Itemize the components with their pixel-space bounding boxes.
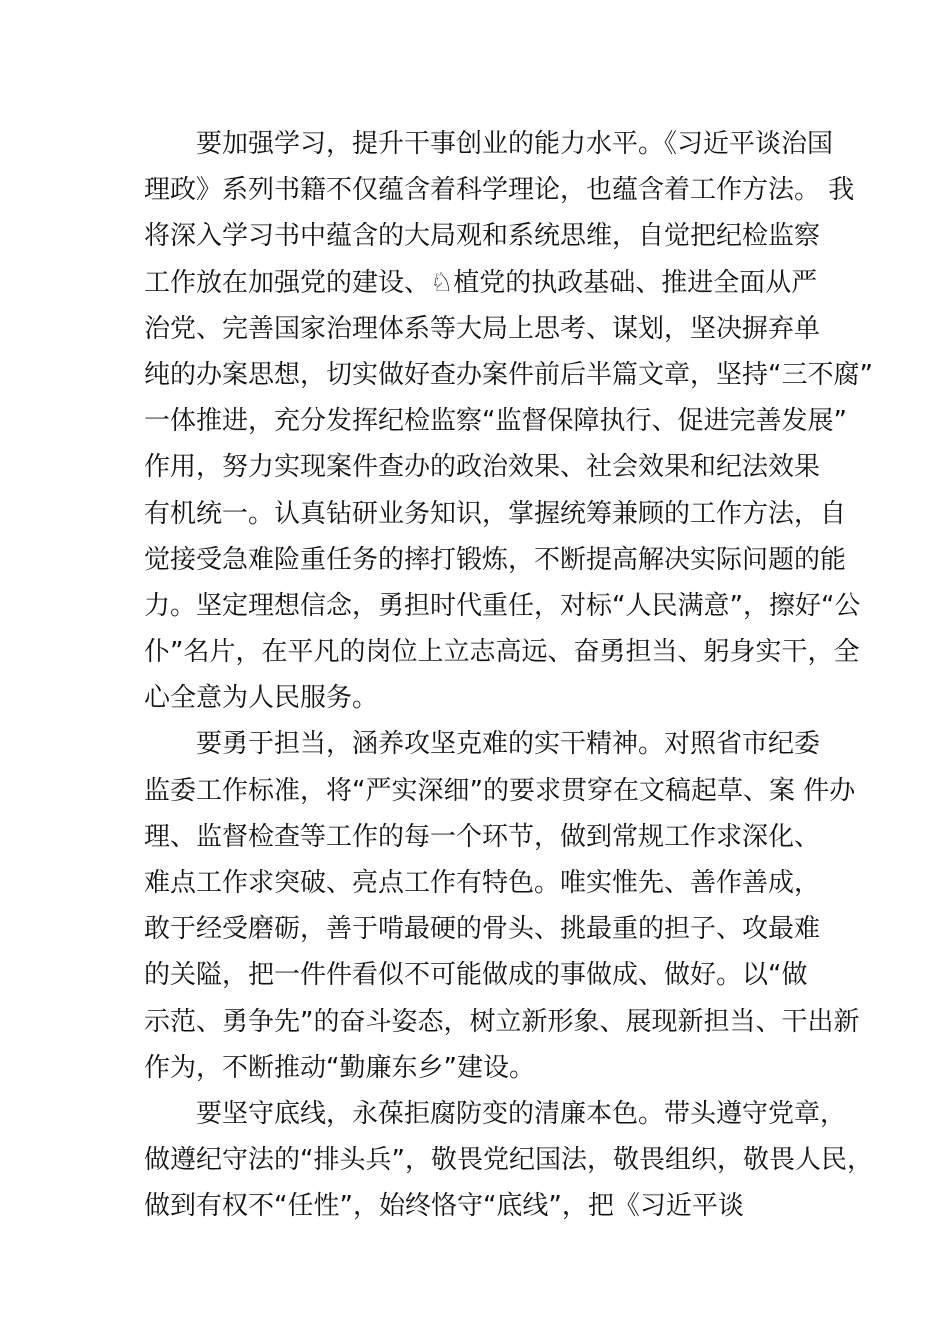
text-line: 作用，努力实现案件查办的政治效果、社会效果和纪法效果 [144,452,821,483]
text-line: 觉接受急难险重任务的摔打锻炼，不断提高解决实际问题的能 [144,544,847,575]
document-body [144,121,873,1230]
text-line: 心全意为人民服务。 [144,683,379,714]
text-line: 敢于经受磨砺，善于啃最硬的骨头、挑最重的担子、攻最难 [144,914,821,945]
text-line: 难点工作求突破、亮点工作有特色。唯实惟先、善作善成， [144,868,821,898]
text-line: 力。坚定理想信念，勇担时代重任，对标“人民满意”，擦好“公 [144,590,861,621]
text-line: 做遵纪守法的“排头兵”，敬畏党纪国法，敬畏组织，敬畏人民， [144,1145,873,1176]
paragraph-study [144,121,873,721]
text-line: 要勇于担当，涵养攻坚克难的实干精神。对照省市纪委 [144,729,821,760]
text-line: 做到有权不“任性”，始终恪守“底线”，把《习近平谈 [144,1191,744,1222]
text-line: 的关隘，把一件件看似不可能做成的事做成、做好。以“做 [144,960,808,991]
text-line: 将深入学习书中蕴含的大局观和系统思维，自觉把纪检监察 [144,221,821,252]
text-line: 工作放在加强党的建设、♘植党的执政基础、推进全面从严 [144,267,818,298]
text-line: 纯的办案思想，切实做好查办案件前后半篇文章，坚持“三不腐” [144,359,873,390]
text-line: 一体推进，充分发挥纪检监察“监督保障执行、促进完善发展” [144,406,847,437]
paragraph-bottom-line [144,1091,873,1230]
text-line: 作为，不断推动“勤廉东乡”建设。 [144,1052,535,1083]
text-line: 要坚守底线，永葆拒腐防变的清廉本色。带头遵守党章， [144,1098,847,1129]
text-line: 有机统一。认真钻研业务知识，掌握统筹兼顾的工作方法，自 [144,498,847,529]
text-line: 治党、完善国家治理体系等大局上思考、谋划，坚决摒弃单 [144,313,821,344]
text-line: 理、监督检查等工作的每一个环节，做到常规工作求深化、 [144,821,821,852]
text-line: 要加强学习，提升干事创业的能力水平。《习近平谈治国 [144,129,834,159]
text-line: 示范、勇争先”的奋斗姿态，树立新形象、展现新担当、干出新 [144,1006,860,1037]
text-line: 监委工作标准，将“严实深细”的要求贯穿在文稿起草、案 件办 [144,775,856,806]
text-line: 理政》系列书籍不仅蕴含着科学理论，也蕴含着工作方法。 我 [144,175,855,206]
text-line: 仆”名片，在平凡的岗位上立志高远、奋勇担当、躬身实干，全 [144,637,860,668]
paragraph-responsibility [144,721,860,1091]
